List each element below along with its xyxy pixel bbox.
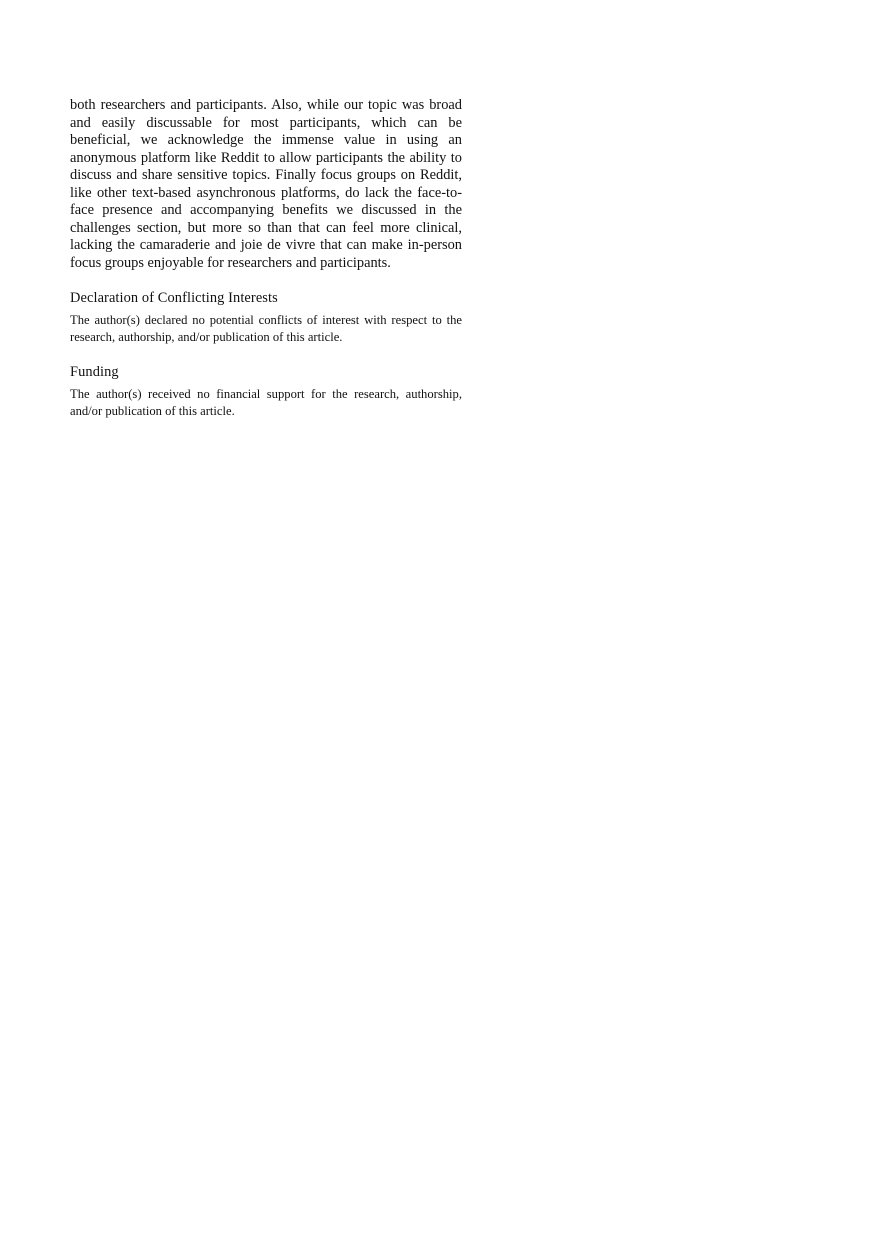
conflicts-heading: Declaration of Conflicting Interests: [70, 290, 278, 306]
conflicts-statement: The author(s) declared no potential conflicts of interest with respect to the research, authorship, and/or publication of this article.: [70, 313, 462, 344]
funding-heading: Funding: [70, 364, 119, 380]
body-paragraph: both researchers and participants. Also, while our topic was broad and easily discussable for most participants, which can be beneficial, we acknowledge the immense value in using an anonymous platform like Reddit to allow participants the ability to discuss and share sensitive topics. Finally focus groups on Reddit, like other text-based asynchronous platforms, do lack the face-to-face presence and accompanying benefits we discussed in the challenges section, but more so than that can feel more clinical, lacking the camaraderie and joie de vivre that can make in-person focus groups enjoyable for researchers and participants.: [70, 97, 462, 271]
text-column: [70, 97, 462, 419]
funding-statement: The author(s) received no financial support for the research, authorship, and/or publication of this article.: [70, 387, 462, 418]
